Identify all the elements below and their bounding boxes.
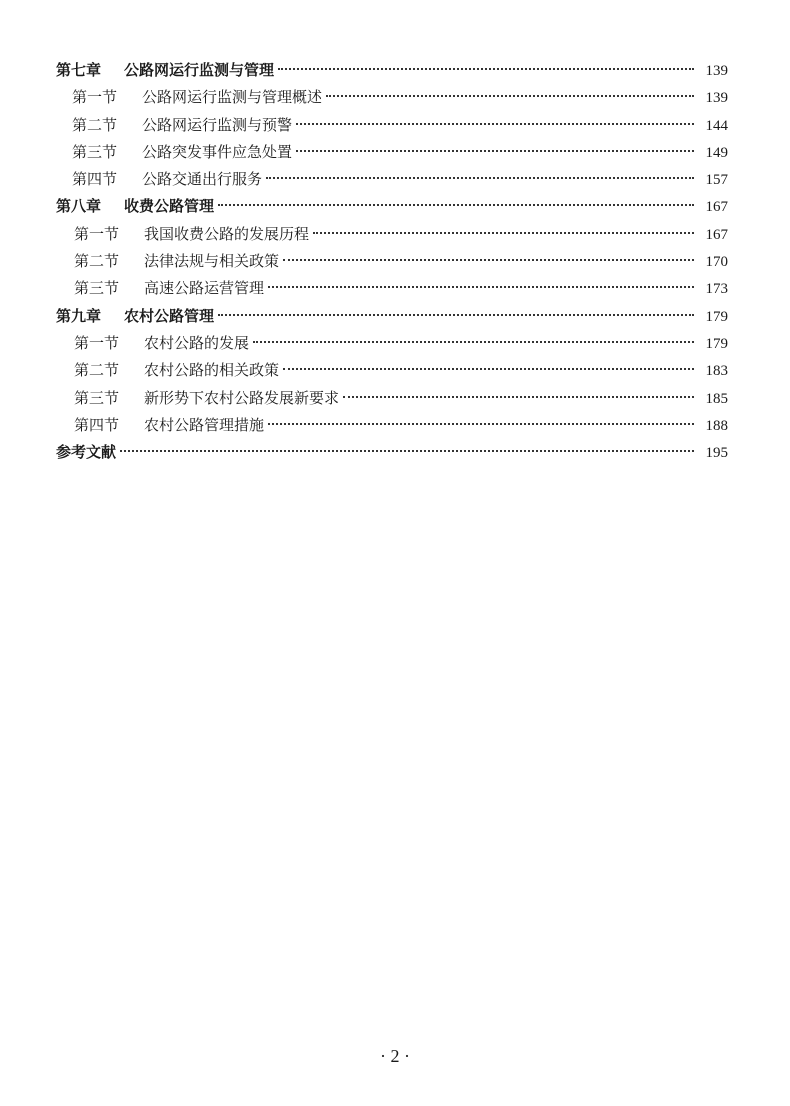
dot-leader	[266, 177, 694, 179]
chapter-title: 收费公路管理	[124, 197, 215, 216]
section-label: 第二节	[72, 115, 118, 134]
table-of-contents	[56, 57, 728, 466]
section-title: 农村公路的发展	[144, 333, 250, 352]
toc-entry-chapter-9[interactable]	[56, 303, 728, 330]
section-title: 我国收费公路的发展历程	[144, 224, 310, 243]
section-label: 第三节	[72, 142, 118, 161]
section-title: 法律法规与相关政策	[144, 252, 280, 271]
section-label: 第四节	[74, 415, 120, 434]
section-label: 第一节	[74, 333, 120, 352]
toc-entry-section[interactable]	[56, 139, 728, 166]
references-title: 参考文献	[56, 443, 117, 462]
page-number: 185	[705, 390, 728, 407]
section-title: 高速公路运营管理	[144, 279, 265, 298]
section-title: 农村公路的相关政策	[144, 361, 280, 380]
page-number: 139	[705, 63, 728, 79]
dot-leader	[218, 314, 694, 316]
page-number: 170	[705, 254, 728, 271]
dot-leader	[268, 286, 694, 288]
page-number: 149	[705, 144, 728, 161]
section-label: 第二节	[74, 252, 120, 271]
page-footer-number: · 2 ·	[380, 1046, 410, 1066]
dot-leader	[326, 95, 694, 97]
toc-entry-chapter-7[interactable]	[56, 57, 728, 84]
toc-entry-references[interactable]	[56, 439, 728, 466]
section-title: 农村公路管理措施	[144, 415, 265, 434]
section-title: 公路突发事件应急处置	[142, 142, 293, 161]
section-label: 第一节	[72, 88, 118, 107]
page-number: 144	[705, 117, 728, 134]
dot-leader	[283, 368, 694, 370]
page-number: 183	[705, 363, 728, 380]
chapter-label: 第八章	[56, 197, 102, 216]
page-number: 179	[705, 308, 728, 325]
section-title: 公路网运行监测与预警	[142, 115, 293, 134]
dot-leader	[120, 450, 694, 452]
toc-entry-section[interactable]	[56, 84, 728, 111]
toc-entry-section[interactable]	[56, 412, 728, 439]
page-number: 167	[705, 226, 728, 243]
toc-entry-chapter-8[interactable]	[56, 193, 728, 220]
page-number: 157	[705, 172, 728, 189]
section-title: 新形势下农村公路发展新要求	[144, 388, 340, 407]
dot-leader	[278, 68, 694, 70]
dot-leader	[268, 423, 694, 425]
page-number: 179	[705, 335, 728, 352]
dot-leader	[283, 259, 694, 261]
toc-entry-section[interactable]	[56, 357, 728, 384]
chapter-label: 第七章	[56, 61, 102, 79]
dot-leader	[296, 150, 694, 152]
section-title: 公路交通出行服务	[142, 170, 263, 189]
toc-entry-section[interactable]	[56, 248, 728, 275]
chapter-label: 第九章	[56, 306, 102, 325]
chapter-title: 公路网运行监测与管理	[124, 61, 275, 79]
toc-entry-section[interactable]	[56, 221, 728, 248]
section-label: 第二节	[74, 361, 120, 380]
page-number: 173	[705, 281, 728, 298]
toc-entry-section[interactable]	[56, 385, 728, 412]
toc-entry-section[interactable]	[56, 166, 728, 193]
section-label: 第一节	[74, 224, 120, 243]
section-label: 第四节	[72, 170, 118, 189]
dot-leader	[296, 123, 694, 125]
toc-entry-section[interactable]	[56, 275, 728, 302]
dot-leader	[343, 396, 694, 398]
dot-leader	[253, 341, 694, 343]
page-number: 167	[705, 199, 728, 216]
dot-leader	[218, 204, 694, 206]
toc-entry-section[interactable]	[56, 112, 728, 139]
section-title: 公路网运行监测与管理概述	[142, 88, 323, 107]
section-label: 第三节	[74, 388, 120, 407]
chapter-title: 农村公路管理	[124, 306, 215, 325]
page-number: 139	[705, 90, 728, 107]
page-number: 188	[705, 417, 728, 434]
toc-entry-section[interactable]	[56, 330, 728, 357]
dot-leader	[313, 232, 694, 234]
section-label: 第三节	[74, 279, 120, 298]
page-number: 195	[705, 445, 728, 462]
